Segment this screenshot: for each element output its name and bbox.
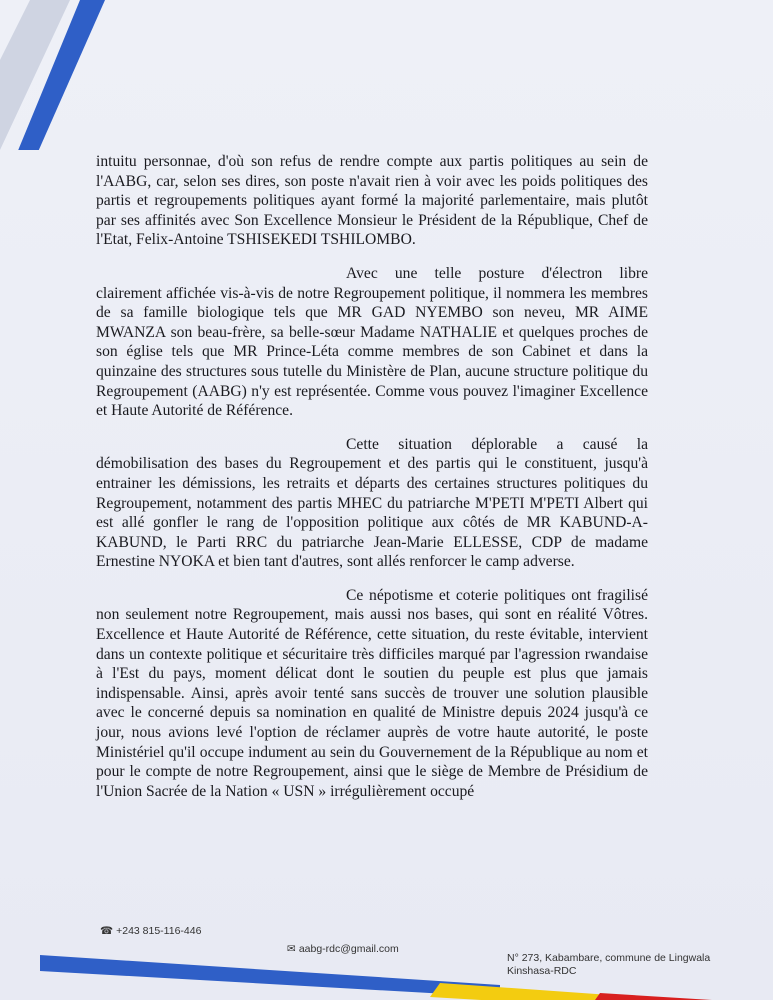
letterhead-footer bbox=[0, 915, 773, 1000]
footer-email bbox=[287, 943, 399, 955]
mail-icon: ✉ bbox=[287, 943, 296, 955]
footer-phone bbox=[100, 925, 201, 937]
paragraph-4: Ce népotisme et coterie politiques ont fragilisé non seulement notre Regroupement, mais aussi nos bases, qui sont en réalité Vôtres. Excellence et Haute Autorité de Référence, cette situation, du reste évitable, intervient dans un contexte politique et sécuritaire très difficiles marqué par l'agression rwandaise à l'Est du pays, moment délicat dont le soutien du peuple est plus que jamais indispensable. Ainsi, après avoir tenté sans succès de trouver une solution plausible avec le concerné depuis sa nomination en qualité de Ministre depuis 2024 jusqu'à ce jour, nous avions levé l'option de réclamer auprès de votre haute autorité, le poste Ministériel qu'il occupe indument au sein du Gouvernement de la République au nom et pour le compte de notre Regroupement, ainsi que le siège de Membre de Présidium de l'Union Sacrée de la Nation « USN » irrégulièrement occupé bbox=[96, 586, 648, 800]
address-line-1: N° 273, Kabambare, commune de Lingwala bbox=[507, 952, 711, 964]
corner-decoration bbox=[0, 0, 120, 150]
paragraph-2: Avec une telle posture d'électron libre clairement affichée vis-à-vis de notre Regroupement politique, il nommera les membres de sa famille biologique tels que MR GAD NYEMBO son neveu, MR AIME MWANZA son beau-frère, sa belle-sœur Madame NATHALIE et quelques proches de son église tels que MR Prince-Léta comme membres de son Cabinet et dans la quinzaine des structures sous tutelle du Ministère de Plan, aucune structure politique du Regroupement (AABG) n'y est représentée. Comme vous pouvez l'imaginer Excellence et Haute Autorité de Référence. bbox=[96, 264, 648, 420]
phone-number: +243 815-116-446 bbox=[116, 925, 202, 937]
footer-address bbox=[507, 952, 737, 978]
paragraph-1: intuitu personnae, d'où son refus de rendre compte aux partis politiques au sein de l'AABG, car, selon ses dires, son poste n'avait rien à voir avec les poids politiques des partis et regroupements politiques ayant formé la majorité parlementaire, mais plutôt par ses affinités avec Son Excellence Monsieur le Président de la République, Chef de l'Etat, Felix-Antoine TSHISEKEDI TSHILOMBO. bbox=[96, 153, 648, 249]
letter-body bbox=[96, 152, 648, 815]
address-line-2: Kinshasa-RDC bbox=[507, 965, 577, 977]
paragraph-3: Cette situation déplorable a causé la démobilisation des bases du Regroupement et des partis qui le constituent, jusqu'à entrainer les démissions, les retraits et départs des certaines structures politiques du Regroupement, notamment des partis MHEC du patriarche M'PETI M'PETI Albert qui est allé gonfler le rang de l'opposition politique aux côtés de MR KABUND-A-KABUND, le Parti RRC du patriarche Jean-Marie ELLESSE, CDP de madame Ernestine NYOKA et bien tant d'autres, sont allés renforcer le camp adverse. bbox=[96, 435, 648, 571]
phone-icon: ☎ bbox=[100, 925, 114, 937]
email-address: aabg-rdc@gmail.com bbox=[298, 943, 399, 955]
